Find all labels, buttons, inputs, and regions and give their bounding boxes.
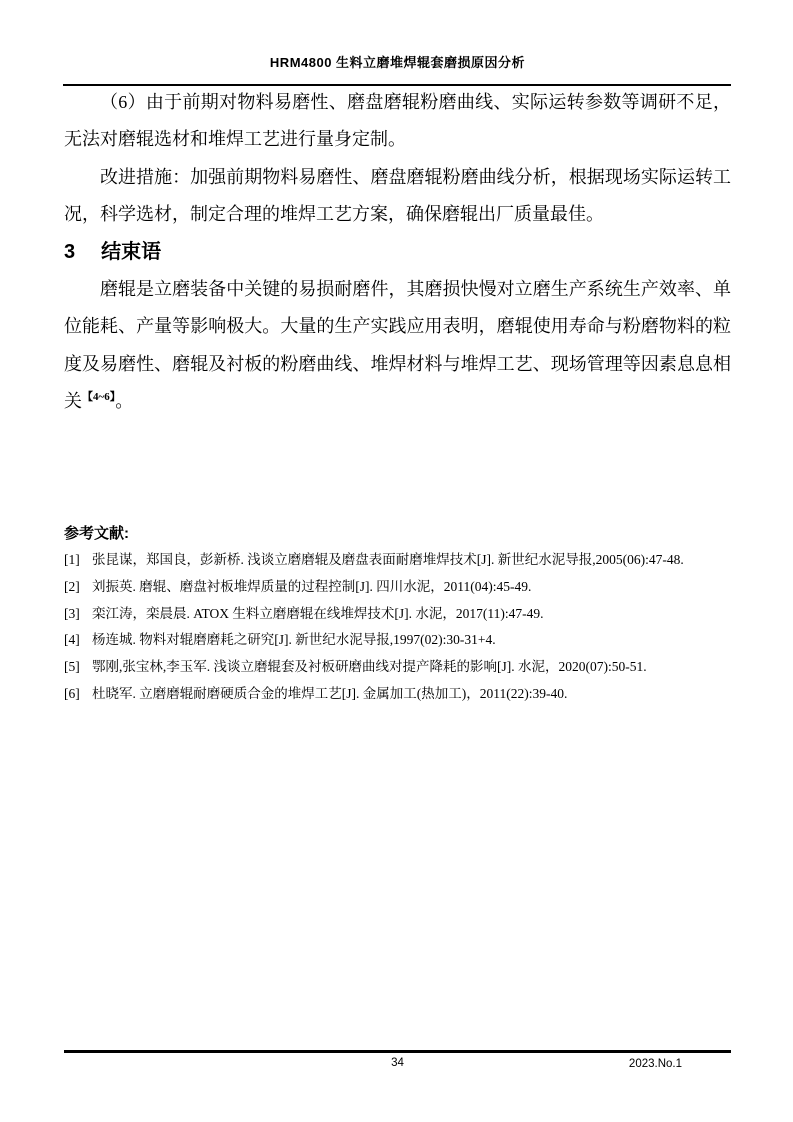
running-header-title: HRM4800 生料立磨堆焊辊套磨损原因分析 [269, 55, 526, 70]
body-paragraph-improvement: 改进措施：加强前期物料易磨性、磨盘磨辊粉磨曲线分析，根据现场实际运转工况，科学选材，制定合理的堆焊工艺方案，确保磨辊出厂质量最佳。 [64, 166, 731, 225]
reference-marker: [6] [64, 685, 80, 701]
reference-item [64, 627, 731, 654]
conclusion-period: 。 [115, 391, 134, 412]
citation-superscript: 【4~6】 [82, 391, 116, 404]
reference-text: 杨连城. 物料对辊磨磨耗之研究[J]. 新世纪水泥导报,1997(02):30-31+4. [92, 632, 496, 648]
footer-page-number: 34 [391, 1057, 404, 1069]
reference-item [64, 601, 731, 628]
reference-text: 鄂刚,张宝林,李玉军. 浅谈立磨辊套及衬板研磨曲线对提产降耗的影响[J]. 水泥，2020(07):50-51. [92, 659, 647, 675]
reference-text: 栾江涛，栾晨晨. ATOX 生料立磨磨辊在线堆焊技术[J]. 水泥，2017(11):47-49. [92, 605, 544, 621]
section-number: 3 [64, 240, 76, 263]
reference-text: 刘振英. 磨辊、磨盘衬板堆焊质量的过程控制[J]. 四川水泥，2011(04):45-49. [92, 579, 532, 595]
section-heading-conclusion [64, 234, 731, 271]
references-section [64, 521, 731, 708]
body-paragraph-point-6: （6）由于前期对物料易磨性、磨盘磨辊粉磨曲线、实际运转参数等调研不足，无法对磨辊选材和堆焊工艺进行量身定制。 [64, 92, 731, 150]
reference-text: 张昆谋，郑国良，彭新桥. 浅谈立磨磨辊及磨盘表面耐磨堆焊技术[J]. 新世纪水泥导报,2005(06):47-48. [92, 552, 684, 568]
footer-rule [64, 1050, 731, 1053]
footer-issue-label: 2023.No.1 [628, 1058, 682, 1070]
reference-marker: [2] [64, 579, 80, 595]
reference-item [64, 547, 731, 574]
section-title: 结束语 [101, 240, 162, 263]
page-content [64, 84, 731, 708]
reference-item [64, 681, 731, 708]
reference-item [64, 574, 731, 601]
conclusion-paragraph [64, 271, 731, 421]
reference-marker: [1] [64, 552, 80, 568]
reference-marker: [4] [64, 632, 80, 648]
conclusion-text: 磨辊是立磨装备中关键的易损耐磨件，其磨损快慢对立磨生产系统生产效率、单位能耗、产量等影响极大。大量的生产实践应用表明，磨辊使用寿命与粉磨物料的粒度及易磨性、磨辊及衬板的粉磨曲线、堆焊材料与堆焊工艺、现场管理等因素息息相关 [64, 279, 731, 412]
reference-marker: [5] [64, 659, 80, 675]
reference-item [64, 654, 731, 681]
reference-text: 杜晓军. 立磨磨辊耐磨硬质合金的堆焊工艺[J]. 金属加工(热加工)，2011(22):39-40. [92, 685, 568, 701]
reference-marker: [3] [64, 605, 80, 621]
references-heading: 参考文献: [64, 524, 129, 542]
